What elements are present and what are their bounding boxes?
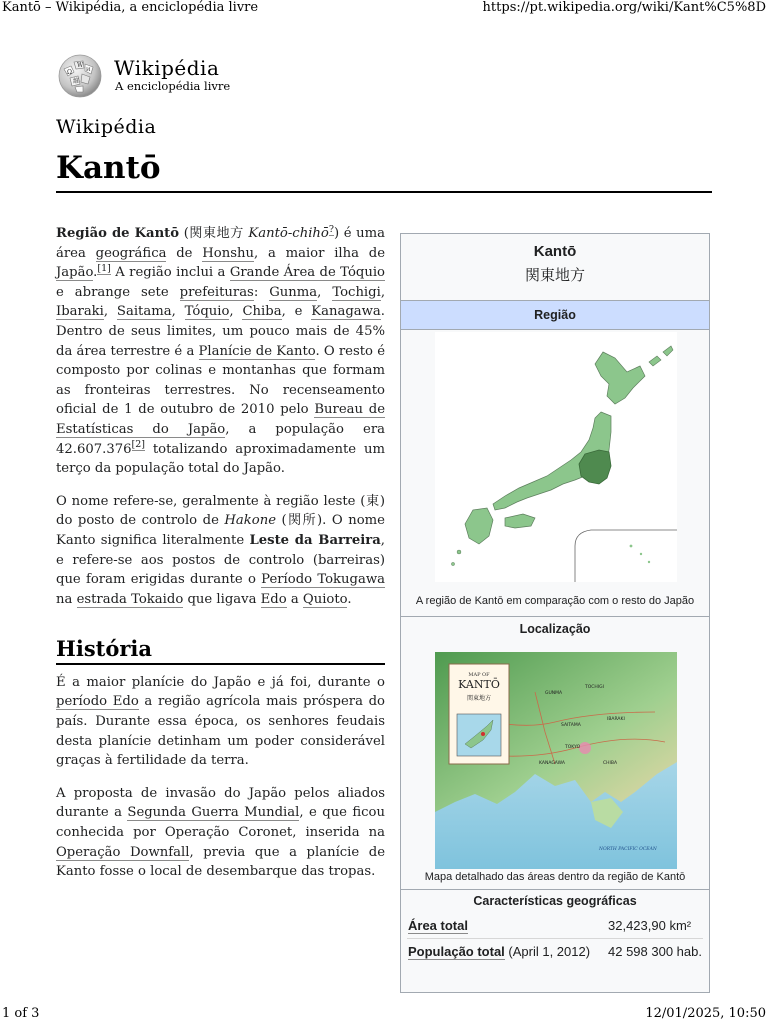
infobox-native-name: 関東地方: [524, 267, 585, 284]
text: a: [286, 591, 303, 607]
link-operacao-downfall[interactable]: Operação Downfall: [56, 844, 190, 860]
map-card-native: 関東地方: [466, 695, 492, 702]
location-header: Localização: [519, 622, 591, 636]
population-note: (April 1, 2012): [504, 944, 591, 959]
print-page-title: Kantō – Wikipédia, a enciclopédia livre: [2, 0, 259, 15]
title-divider: [56, 191, 712, 193]
text: , e: [281, 304, 312, 320]
map-label-ibaraki: IBARAKI: [607, 717, 625, 722]
infobox-type-header: Região: [401, 300, 709, 330]
paragraph-invasion: [56, 784, 385, 882]
text: totalizando aproximadamente um terço da população total do Japão.: [56, 441, 385, 477]
population-label[interactable]: População total: [408, 944, 505, 959]
term-leste-da-barreira: Leste da Barreira: [249, 532, 381, 548]
print-header: [0, 0, 768, 18]
page-title: Kantō: [56, 150, 161, 186]
link-chiba[interactable]: Chiba: [242, 304, 282, 320]
term-hakone: Hakone: [224, 513, 276, 529]
svg-text:維: 維: [73, 78, 80, 85]
text: na: [56, 591, 77, 607]
map-label-tokyo: TOKYO: [565, 745, 581, 750]
map-label-kanagawa: KANAGAWA: [539, 761, 565, 766]
logo-tagline: A enciclopédia livre: [115, 79, 231, 93]
population-value: 42 598 300 hab.: [608, 944, 702, 959]
link-japao[interactable]: Japão: [56, 265, 94, 281]
section-heading-historia: História: [56, 639, 385, 665]
map-card-small: MAP OF: [468, 672, 490, 678]
geo-header: Características geográficas: [473, 894, 637, 908]
link-bureau-estatisticas[interactable]: Bureau de Estatísticas do Japão: [56, 402, 385, 437]
text: É a maior planície do Japão e já foi, durante o: [56, 674, 385, 690]
link-gunma[interactable]: Gunma: [269, 284, 318, 300]
map-label-gunma: GUNMA: [545, 691, 563, 696]
text: , a maior ilha de: [253, 245, 386, 261]
text: :: [253, 284, 270, 300]
infobox-divider: [401, 889, 709, 890]
text: ) é uma área: [56, 226, 386, 261]
print-url: https://pt.wikipedia.org/wiki/Kant%C5%8D: [482, 0, 766, 15]
text: , e que ficou conhecida por Operação Coronet, inserida na: [56, 805, 385, 841]
infobox-divider: [401, 616, 709, 617]
area-value: 32,423,90 km²: [608, 918, 692, 933]
reference-1[interactable]: [1]: [97, 262, 111, 274]
svg-text:W: W: [77, 62, 84, 69]
text: , a população era 42.607.376: [56, 421, 386, 457]
text: de: [166, 245, 203, 261]
link-segunda-guerra[interactable]: Segunda Guerra Mundial: [127, 805, 300, 821]
help-link[interactable]: ?: [328, 223, 334, 235]
wikipedia-globe-icon: [56, 52, 104, 100]
infobox-title: Kantō: [533, 243, 577, 260]
paragraph-name-origin: [56, 492, 385, 610]
text: .: [347, 591, 352, 607]
text: A região inclui a: [110, 265, 230, 281]
article-body: [56, 224, 385, 895]
link-periodo-tokugawa[interactable]: Período Tokugawa: [261, 572, 385, 588]
link-periodo-edo[interactable]: período Edo: [56, 694, 139, 710]
map-label-ocean: NORTH PACIFIC OCEAN: [599, 847, 657, 852]
map-caption: A região de Kantō em comparação com o resto do Japão: [415, 595, 695, 607]
map-card-title: KANTŌ: [458, 678, 500, 691]
text: , e refere-se aos postos de controlo (barreiras) que foram erigidas durante o: [56, 532, 385, 588]
japan-map[interactable]: [435, 332, 677, 582]
map-label-saitama: SAITAMA: [561, 723, 581, 728]
map-label-tochigi: TOCHIGI: [585, 685, 604, 690]
link-estrada-tokaido[interactable]: estrada Tokaido: [76, 591, 184, 607]
text: . O resto é composto por colinas e montanhas que formam as fronteiras terrestres. No recenseamento oficial de 1 de outubro de 2010 pelo: [56, 343, 386, 418]
location-map[interactable]: [435, 652, 677, 869]
link-saitama[interactable]: Saitama: [116, 304, 172, 320]
reference-2[interactable]: [2]: [131, 439, 145, 451]
text: , previa que a planície de Kanto fosse o local de desembarque das tropas.: [56, 844, 385, 880]
svg-text:И: И: [86, 67, 91, 73]
romanization: Kantō-chihō: [248, 226, 329, 241]
link-ibaraki[interactable]: Ibaraki: [56, 304, 104, 320]
page-count: 1 of 3: [2, 1006, 40, 1021]
map-label-chiba: CHIBA: [603, 761, 618, 766]
svg-text:Ω: Ω: [67, 69, 72, 76]
row-divider: [407, 938, 703, 939]
text: que ligava: [183, 591, 261, 607]
area-label[interactable]: Área total: [408, 918, 468, 933]
text: A proposta de invasão do Japão pelos aliados durante a: [56, 785, 385, 821]
link-grande-area-toquio[interactable]: Grande Área de Tóquio: [229, 265, 385, 281]
print-footer: [0, 1004, 768, 1024]
paragraph-intro: Região de Kantō (関東地方 Kantō-chihō?) é uma área geográfica de Honshu, a maior ilha de Japão.[1] A região inclui a Grande Área de Tóquio e abrange sete prefeituras: Gunma, Tochigi, Ibaraki, Saitama, Tóquio, Chiba, e Kanagawa. Dentro de seus limites, um pouco mais de 45% da área terrestre é a Planície de Kanto. O resto é composto por colinas e montanhas que formam as fronteiras terrestres. No recenseamento oficial de 1 de outubro de 2010 pelo Bureau de Estatísticas do Japão, a população era 42.607.376[2] totalizando aproximadamente um terço da população total do Japão.: [56, 223, 386, 477]
link-honshu[interactable]: Honshu: [202, 245, 254, 261]
link-planicie-kanto[interactable]: Planície de Kanto: [198, 343, 316, 359]
location-caption: Mapa detalhado das áreas dentro da região de Kantō: [424, 871, 686, 883]
site-wordmark: Wikipédia: [56, 116, 157, 138]
link-quioto[interactable]: Quioto: [302, 591, 348, 607]
link-edo[interactable]: Edo: [260, 591, 287, 607]
text: O nome refere-se, geralmente à região leste (東) do posto de controlo de: [56, 493, 385, 529]
text: e abrange sete: [56, 284, 180, 300]
link-tochigi[interactable]: Tochigi: [332, 284, 381, 300]
text: . Dentro de seus limites, um pouco mais de 45% da área terrestre é a: [56, 304, 385, 359]
infobox: [400, 233, 710, 993]
link-toquio[interactable]: Tóquio: [184, 304, 230, 320]
link-kanagawa[interactable]: Kanagawa: [311, 304, 381, 320]
text: (関東地方: [179, 226, 249, 241]
link-geografica[interactable]: geográfica: [95, 245, 167, 261]
text: a região agrícola mais próspera do país. Durante essa época, os senhores feudais desta planície detinham um poder considerável graças à fertilidade da terra.: [56, 694, 385, 769]
paragraph-history: [56, 673, 385, 771]
print-datetime: 12/01/2025, 10:50: [645, 1006, 766, 1021]
logo-wordmark: Wikipédia: [114, 56, 220, 80]
link-prefeituras[interactable]: prefeituras: [179, 284, 254, 300]
text: (関所). O nome Kanto significa literalmente: [56, 513, 385, 548]
lead-term: Região de Kantō: [56, 226, 180, 241]
